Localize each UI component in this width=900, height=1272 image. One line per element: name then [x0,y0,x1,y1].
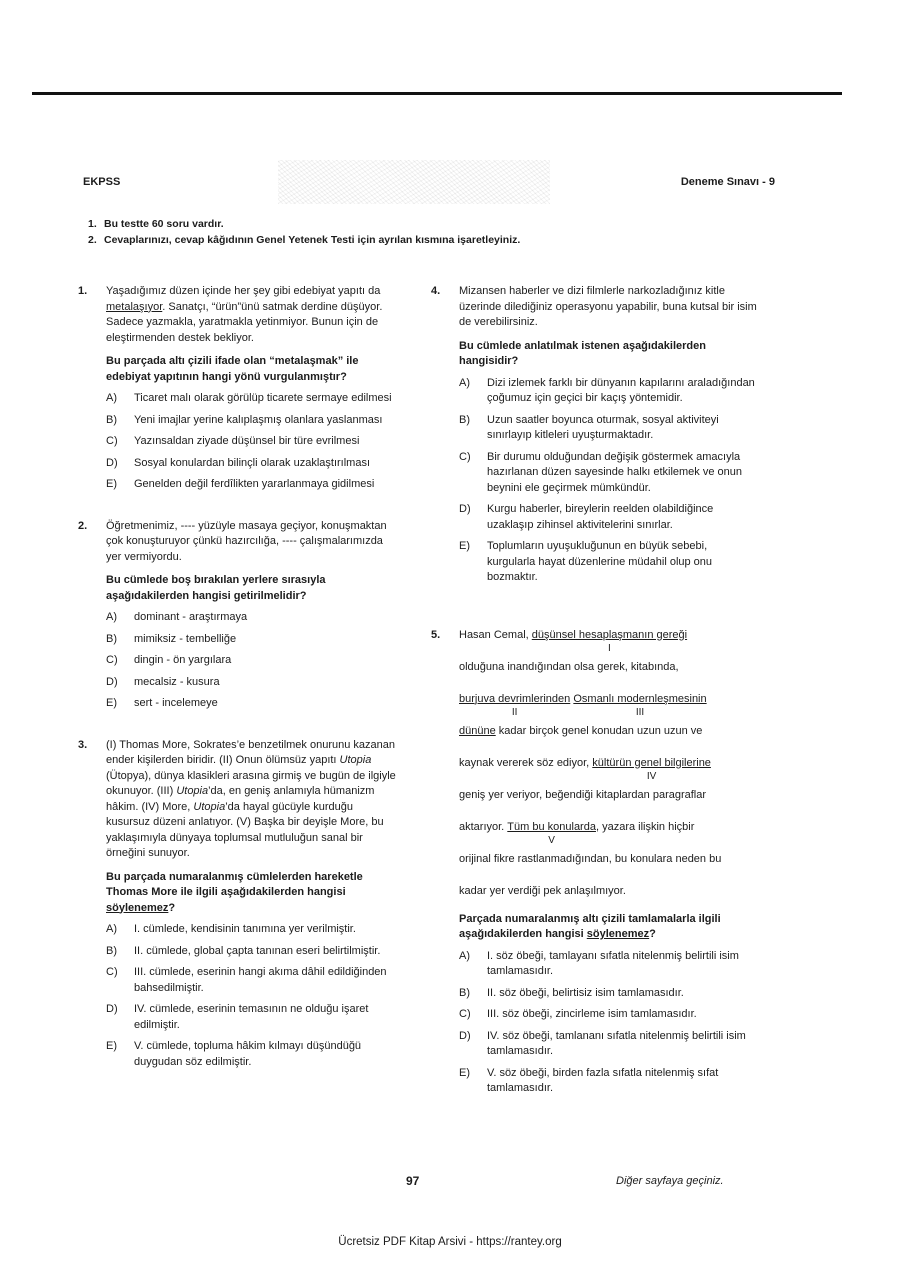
question-number: 3. [78,738,88,751]
option-c[interactable]: C) dingin - ön yargılara [106,654,232,666]
question-1 [78,284,400,493]
question-text: (I) Thomas More, Sokrates’e benzetilmek onurunu kazanan ender kişilerden biridir. (II) Onun ölümsüz yapıtı Utopia (Ütopya), dünya klasikleri arasına girmiş ve bugün de ilgiyle okunuyor. (III) Utopia’da, en geniş anlamıyla hümanizm hâkim. (IV) More, Utopia’da hayal gücüyle kurduğu kusursuz düzeni anlatıyor. (V) Başka bir deyişle More, bu yaklaşımıyla dünyaya toplumsal mutluluğun sanal bir örneğini sunuyor. [106,738,396,859]
option-e[interactable]: E) V. söz öbeği, birden fazla sıfatla nitelenmiş sıfat tamlamasıdır. [459,1066,719,1094]
option-b[interactable]: B) mimiksiz - tembelliğe [106,632,237,645]
underlined-phrase-3: Osmanlı modernleşmesinin III [573,692,707,718]
underlined-phrase-4: kültürün genel bilgilerine IV [592,756,711,782]
passage-line: geniş yer veriyor, beğendiği kitaplardan paragraflar [459,788,707,801]
passage-line: aktarıyor. Tüm bu konularda V , yazara ilişkin hiçbir [459,820,695,846]
option-a[interactable]: A) dominant - araştırmaya [106,611,248,623]
question-stem: Bu cümlede anlatılmak istenen aşağıdakilerden hangisidir? [459,339,706,367]
question-3 [78,738,400,1071]
question-number: 1. [78,285,88,297]
instructions [88,216,520,248]
passage-line: orijinal fikre rastlanmadığından, bu konulara neden bu [459,852,722,865]
passage-line: dününe kadar birçok genel konudan uzun uzun ve [459,724,703,737]
question-stem: Bu cümlede boş bırakılan yerlere sırasıyla aşağıdakilerden hangisi getirilmelidir? [106,574,326,602]
question-number: 5. [431,628,441,641]
right-column [431,284,757,1103]
instruction-item: 2. Cevaplarınızı, cevap kâğıdının Genel Yetenek Testi için ayrılan kısmına işaretleyiniz. [88,234,521,246]
question-stem: Bu parçada altı çizili ifade olan “metalaşmak” ile edebiyat yapıtının hangi yönü vurgulanmıştır? [106,355,359,383]
option-c[interactable]: C) III. söz öbeği, zincirleme isim tamlamasıdır. [459,1008,697,1020]
option-d[interactable]: D) Kurgu haberler, bireylerin reelden olabildiğince uzaklaşıp zihinsel aktivitelerini sınırlar. [459,503,714,531]
question-stem: Parçada numaralanmış altı çizili tamlamalarla ilgili aşağıdakilerden hangisi söylenemez? [459,912,721,940]
option-d[interactable]: D) Sosyal konulardan bilinçli olarak uzaklaştırılması [106,456,370,469]
question-stem: Bu parçada numaralanmış cümlelerden hareketle Thomas More ile ilgili aşağıdakilerden hangisi söylenemez? [106,870,363,914]
option-b[interactable]: B) Yeni imajlar yerine kalıplaşmış olanlara yaslanması [106,413,383,426]
passage-line: Hasan Cemal, düşünsel hesaplaşmanın gereği I [459,628,688,654]
option-d[interactable]: D) IV. cümlede, eserinin temasının ne olduğu işaret edilmiştir. [106,1003,369,1031]
underlined-phrase-5: Tüm bu konularda V [507,820,596,846]
option-a[interactable]: A) I. söz öbeği, tamlayanı sıfatla nitelenmiş belirtili isim tamlamasıdır. [459,949,739,977]
option-a[interactable]: A) I. cümlede, kendisinin tanımına yer verilmiştir. [106,923,356,935]
top-rule [32,92,842,95]
option-e[interactable]: E) V. cümlede, topluma hâkim kılmayı düşündüğü duygudan söz edilmiştir. [106,1040,362,1068]
page-number: 97 [406,1174,420,1188]
option-c[interactable]: C) III. cümlede, eserinin hangi akıma dâhil edildiğinden bahsedilmiştir. [106,966,387,994]
option-a[interactable]: A) Dizi izlemek farklı bir dünyanın kapılarını araladığından çoğumuz için geçici bir kaçış yöntemidir. [459,376,755,404]
exam-name: EKPSS [83,176,121,188]
passage-line: olduğuna inandığından olsa gerek, kitabında, [459,660,679,673]
option-e[interactable]: E) Genelden değil ferdîlikten yararlanmaya gidilmesi [106,478,375,490]
option-b[interactable]: B) II. söz öbeği, belirtisiz isim tamlamasıdır. [459,986,684,999]
option-a[interactable]: A) Ticaret malı olarak görülüp ticarete sermaye edilmesi [106,392,392,404]
question-5 [431,628,757,1097]
question-number: 4. [431,285,441,297]
question-text: Mizansen haberler ve dizi filmlerle narkozladığınız kitle üzerinde dilediğiniz operasyonu yapabilir, buna kutsal bir isim de verebilirsiniz. [459,285,757,328]
scan-noise-pattern [278,160,550,204]
passage-line: kaynak vererek söz ediyor, kültürün genel bilgilerine IV [459,756,711,782]
left-column [78,284,400,1076]
question-number: 2. [78,519,88,532]
instruction-item: 1. Bu testte 60 soru vardır. [88,218,224,230]
exam-title: Deneme Sınavı - 9 [680,176,775,188]
option-b[interactable]: B) II. cümlede, global çapta tanınan eseri belirtilmiştir. [106,944,381,957]
option-d[interactable]: D) mecalsiz - kusura [106,675,220,688]
question-2 [78,519,400,712]
footer-credit: Ücretsiz PDF Kitap Arsivi - https://rantey.org [338,1236,562,1248]
option-c[interactable]: C) Bir durumu olduğundan değişik göstermek amacıyla hazırlanan düzen sayesinde halkı etkilemek ve onun beynini ele geçirmek mümkündür. [459,450,742,494]
option-e[interactable]: E) Toplumların uyuşukluğunun en büyük sebebi, kurgularla hayat düzenlerine müdahil olup onu bozmaktır. [459,540,713,583]
question-text: Öğretmenimiz, ---- yüzüyle masaya geçiyor, konuşmaktan çok konuşturuyor çünkü hazırcılığa, ---- çalışmalarımızda yer vermiyordu. [106,519,387,563]
option-e[interactable]: E) sert - incelemeye [106,697,218,709]
option-b[interactable]: B) Uzun saatler boyunca oturmak, sosyal aktiviteyi sınırlayıp kitleleri uyuşturmaktadır. [459,413,719,441]
option-c[interactable]: C) Yazınsaldan ziyade düşünsel bir türe evrilmesi [106,435,360,447]
option-d[interactable]: D) IV. söz öbeği, tamlananı sıfatla nitelenmiş belirtili isim tamlamasıdır. [459,1029,746,1057]
underlined-phrase-1: düşünsel hesaplaşmanın gereği I [531,628,688,654]
question-4 [431,284,757,586]
question-text: Yaşadığımız düzen içinde her şey gibi edebiyat yapıtı da metalaşıyor. Sanatçı, “ürün”ünü satmak derdine düşüyor. Sadece yazmakla, yaratmakla yetinmiyor. Bunun için de eleştirmenden destek bekliyor. [106,285,383,344]
passage-line [459,692,757,724]
passage-line: kadar yer verdiği pek anlaşılmıyor. [459,884,626,897]
next-page-note: Diğer sayfaya geçiniz. [616,1175,724,1187]
underlined-phrase-2: burjuva devrimlerinden II [459,692,571,718]
